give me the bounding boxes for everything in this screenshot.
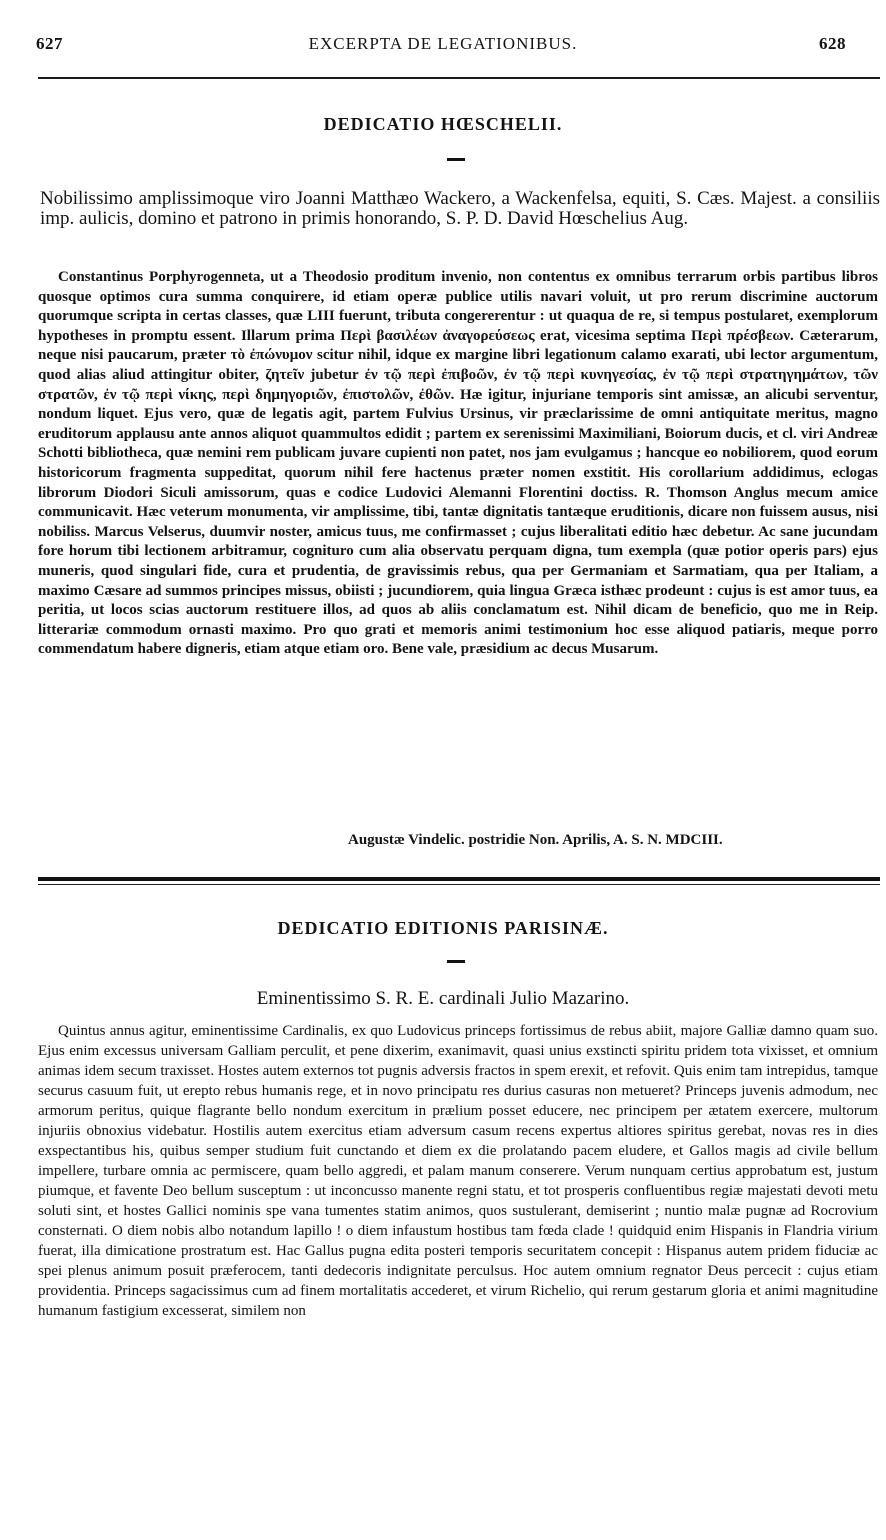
running-head (0, 34, 886, 58)
heading-dash (447, 158, 465, 161)
header-rule (38, 77, 880, 79)
dedication-address-hoeschel (40, 189, 880, 229)
address-text: Nobilissimo amplissimoque viro Joanni Matthæo Wackero, a Wackenfelsa, equiti, S. Cæs. Majest. a consiliis imp. aulicis, domino et patrono in primis honorando, S. P. D. David Hœschelius Aug. (40, 188, 880, 229)
dedication-body-hoeschel (38, 268, 878, 660)
page-number-left: 627 (36, 34, 63, 53)
dedication-signoff: Augustæ Vindelic. postridie Non. Aprilis, A. S. N. MDCIII. (348, 832, 723, 848)
section-heading-hoeschel: DEDICATIO HŒSCHELII. (323, 114, 563, 134)
page-number-right: 628 (819, 34, 846, 53)
section-divider-hairline (38, 884, 880, 885)
section-divider-rule (38, 877, 880, 881)
running-title: EXCERPTA DE LEGATIONIBUS. (308, 34, 578, 53)
dedication-address-mazarino: Eminentissimo S. R. E. cardinali Julio Mazarino. (256, 988, 630, 1009)
body-paragraph: Constantinus Porphyrogenneta, ut a Theodosio proditum invenio, non contentus ex omnibus terrarum orbis partibus libros quosque optimos cura summa conquirere, id etiam operæ publice utilis navari voluit, ut pro rerum discrimine auctorum quorumque scripta in certas classes, quæ LIII fuerunt, tributa congererentur : ut quaqua de re, si tempus postularet, exemplorum hypotheses in promptu essent. Illarum prima Περὶ βασιλέων ἀναγορεύσεως erat, vicesima septima Περὶ πρέσβεων. Cæterarum, neque nisi paucarum, præter τὸ ἐπώνυμον scitur nihil, idque ex margine libri legationum calamo exarati, ubi lector argumentum, quod alias aliud attingitur obiter, ζητεῖν jubetur ἐν τῷ περὶ ἐπιβοῶν, ἐν τῷ περὶ κυνηγεσίας, ἐν τῷ περὶ στρατηγημάτων, τῶν στρατῶν, ἐν τῷ περὶ νίκης, περὶ δημηγοριῶν, ἐπιστολῶν, ἐθῶν. Hæ igitur, injuriane temporis sint amissæ, an alicubi serventur, nondum liquet. Ejus vero, quæ de legatis agit, partem Fulvius Ursinus, vir præclarissime de omni antiquitate meritus, magno eruditorum applausu ante annos aliquot quammultos edidit ; partem ex serenissimi Maximiliani, Boiorum ducis, et cl. viri Andreæ Schotti bibliotheca, quæ nemini rem publicam juvare cupienti non patet, nos jam evulgamus ; hancque eo nobiliorem, quod eorum historicorum fragmenta suppeditat, quorum nihil fere hactenus præter nomen exstitit. His corollarium addidimus, eclogas librorum Diodori Siculi amissorum, quas e codice Ludovici Alemanni Florentini doctiss. R. Thomson Anglus mecum amice communicavit. Hæc veterum monumenta, vir amplissime, tibi, tantæ dignitatis tantæque eruditionis, dicare non fuissem ausus, nisi nobiliss. Marcus Velserus, duumvir noster, amicus tuus, me confirmasset ; cujus liberalitati editio hæc debetur. Ac sane jucundam fore horum tibi lectionem arbitramur, cognituro cum alia observatu perquam digna, tum exempla (quæ potior operis pars) ejus muneris, quod singulari fide, cura et prudentia, de gravissimis rebus, qua per Germaniam et Sarmatiam, qua per Italiam, a maximo Cæsare ad summos principes missus, obiisti ; jucundiorem, quia lingua Græca isthæc prodeunt : cujus is est amor tuus, ea peritia, ut locos scias auctorum restituere illos, ad quos ab aliis conclamatum est. Nihil dicam de beneficio, quo me in Reip. litterariæ commodum ornasti maximo. Pro quo grati et memoris animi testimonium hoc esse aliquod patiaris, meque porro commendatum habere digneris, etiam atque etiam oro. Bene vale, præsidium ac decus Musarum. (38, 269, 878, 658)
heading-dash (447, 960, 465, 963)
dedication-body-parisina (38, 1021, 878, 1321)
section-heading-parisina: DEDICATIO EDITIONIS PARISINÆ. (277, 918, 609, 938)
body-paragraph: Quintus annus agitur, eminentissime Cardinalis, ex quo Ludovicus princeps fortissimus de rebus abiit, majore Galliæ damno quam suo. Ejus enim excessus universam Galliam perculit, et pene dixerim, exanimavit, quasi unius exstincti spiritu pridem tota vixisset, et omnium animas idem secum traxisset. Hostes autem externos tot pugnis adversis fractos in spem erexit, et refovit. Quis enim tam intrepidus, tamque securus casuum fuit, ut erepto rebus humanis rege, et in novo principatu res durius casuras non metueret? Princeps juvenis admodum, nec armorum peritus, quique flagrante bello nondum exercitum in prælium posset educere, nec principem per ætatem exercere, multorum injuriis obnoxius videbatur. Hostilis autem exercitus etiam adversum casum recens expertus altiores spiritus gerebat, novas res in dies exspectantibus his, quibus semper studium fuit cunctando et diem ex die prolatando pacem eludere, et Gallos magis ad civile bellum impellere, turbare omnia ac permiscere, quam bello aggredi, et palam manum conserere. Verum nunquam certius approbatum est, justum piumque, et favente Deo bellum susceptum : ut inconcusso manente regni statu, et tot prosperis confluentibus regiæ majestati devoti metu soluti sint, et hostes Gallici nominis spe vana tumentes statim animos, quos sustulerant, demiserint ; nuntio malæ pugnæ ad Rocrovium consternati. O diem nobis albo notandum lapillo ! o diem infaustum hostibus tam fœda clade ! quidquid enim Hispanis in Flandria virium fuerat, illa dimicatione prostratum est. Hac Gallus pugna edita posteri temporis securitatem concepit : Hispanus autem pridem fiduciæ ac spei plenus animum posuit præferocem, tanti dedecoris indignitate perculsus. Hoc autem omnium regnator Deus percecit : cujus etiam providentia. Princeps sagacissimus cum ad finem mortalitatis accederet, et virum Richelio, qui rerum gestarum gloria et animi magnitudine humanum fastigium excesserat, similem non (38, 1023, 878, 1319)
